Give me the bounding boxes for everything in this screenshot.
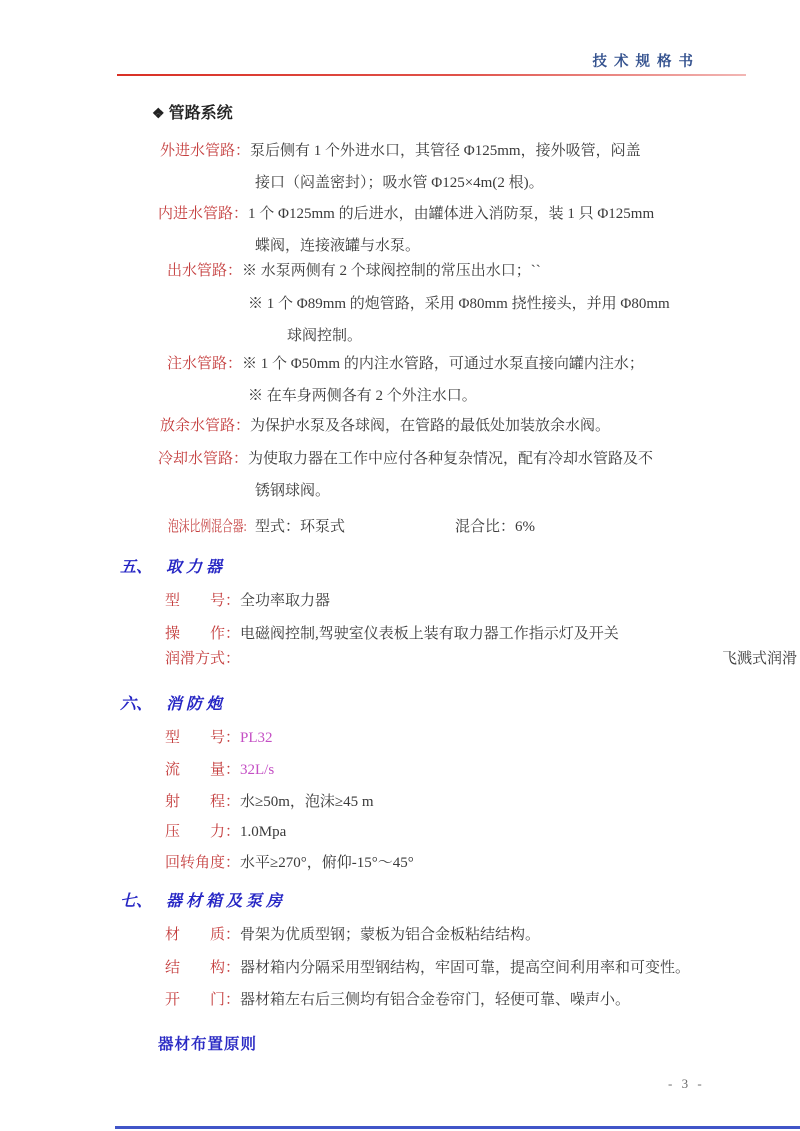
para-text: 1 个 Φ125mm 的后进水，由罐体进入消防泵，装 1 只 Φ125mm [248, 206, 655, 222]
row-label: 开 门： [165, 992, 241, 1008]
diamond-bullet-icon: ❖ [152, 107, 165, 122]
section7-row-material [165, 925, 540, 945]
header-rule [117, 74, 746, 76]
para-outlet-line2: ※ 1 个 Φ89mm 的炮管路，采用 Φ80mm 挠性接头，并用 Φ80mm [248, 296, 670, 312]
row-label: 流 量： [165, 762, 241, 778]
para-outlet-line3: 球阀控制。 [287, 328, 363, 344]
section6-row-pressure [165, 822, 286, 842]
equipment-layout-heading: 器材布置原则 [158, 1036, 258, 1053]
row-value: PL32 [240, 730, 273, 746]
row-label: 润滑方式： [165, 651, 241, 667]
para-int-inlet-line2: 蝶阀，连接液罐与水泵。 [255, 238, 421, 254]
para-label: 出水管路： [167, 263, 243, 279]
footer-rule [115, 1126, 800, 1129]
section-number: 五、 [120, 559, 153, 576]
section6-row-range [165, 792, 374, 812]
para-text: ※ 水泵两侧有 2 个球阀控制的常压出水口；`` [242, 263, 541, 279]
section5-row-operation [165, 624, 619, 644]
row-label: 材 质： [165, 927, 241, 943]
foam-mixer-row [0, 517, 800, 537]
section6-row-rotation [165, 853, 414, 873]
para-label: 冷却水管路： [158, 451, 249, 467]
section7-heading [120, 892, 286, 912]
section7-row-structure [165, 958, 690, 978]
row-value: 器材箱内分隔采用型钢结构，牢固可靠，提高空间利用率和可变性。 [240, 960, 691, 976]
para-text: ※ 1 个 Φ50mm 的内注水管路，可通过水泵直接向罐内注水； [242, 356, 644, 372]
para-label: 内进水管路： [158, 206, 249, 222]
page-title: 技术规格书 [592, 54, 700, 70]
section-title: 取力器 [166, 559, 227, 576]
para-ext-inlet-line2: 接口（闷盖密封）；吸水管 Φ125×4m(2 根)。 [255, 175, 544, 191]
para-drain-line1 [160, 416, 610, 436]
row-value: 电磁阀控制,驾驶室仪表板上装有取力器工作指示灯及开关 [240, 626, 619, 642]
piping-heading-label: 管路系统 [168, 105, 233, 122]
row-label: 回转角度： [165, 855, 241, 871]
section5-row-lubrication [0, 649, 800, 669]
foam-ratio: 混合比：6% [455, 519, 536, 535]
section6-row-flow [165, 760, 274, 780]
row-value: 全功率取力器 [240, 593, 331, 609]
row-value: 1.0Mpa [240, 824, 287, 840]
row-value: 飞溅式润滑 [722, 651, 798, 667]
piping-heading [152, 100, 233, 123]
section7-row-doors [165, 990, 630, 1010]
row-label: 型 号： [165, 593, 241, 609]
para-text: 为使取力器在工作中应付各种复杂情况，配有冷却水管路及不 [248, 451, 654, 467]
row-label: 压 力： [165, 824, 241, 840]
row-value: 骨架为优质型钢；蒙板为铝合金板粘结结构。 [240, 927, 541, 943]
row-label: 结 构： [165, 960, 241, 976]
para-ext-inlet-line1 [160, 141, 641, 161]
row-value: 水≥50m，泡沫≥45 m [240, 794, 374, 810]
row-value: 32L/s [240, 762, 275, 778]
foam-type: 型式：环泵式 [255, 519, 346, 535]
section6-heading [120, 695, 226, 715]
section5-row-model [165, 591, 330, 611]
para-label: 注水管路： [167, 356, 243, 372]
row-value: 器材箱左右后三侧均有铝合金卷帘门，轻便可靠、噪声小。 [240, 992, 631, 1008]
section-number: 七、 [120, 893, 153, 910]
row-label: 射 程： [165, 794, 241, 810]
para-text: 泵后侧有 1 个外进水口，其管径 Φ125mm，接外吸管，闷盖 [250, 143, 641, 159]
para-text: 为保护水泵及各球阀，在管路的最低处加装放余水阀。 [250, 418, 611, 434]
row-value: 水平≥270°，俯仰-15°～45° [240, 855, 414, 871]
page-number: - 3 - [668, 1076, 705, 1091]
para-cooling-line2: 锈钢球阀。 [255, 483, 331, 499]
para-int-inlet-line1 [158, 204, 654, 224]
section-number: 六、 [120, 696, 153, 713]
para-fill-line1 [167, 354, 644, 374]
section6-row-model [165, 728, 273, 748]
para-label: 外进水管路： [160, 143, 251, 159]
foam-mixer-label: 泡沫比例混合器: [168, 519, 247, 535]
para-label: 放余水管路： [160, 418, 251, 434]
row-label: 型 号： [165, 730, 241, 746]
row-label: 操 作： [165, 626, 241, 642]
section-title: 器材箱及泵房 [166, 893, 287, 910]
para-fill-line2: ※ 在车身两侧各有 2 个外注水口。 [248, 388, 477, 404]
para-cooling-line1 [158, 449, 653, 469]
para-outlet-line1 [167, 261, 541, 281]
section5-heading [120, 558, 226, 578]
section-title: 消防炮 [166, 696, 227, 713]
